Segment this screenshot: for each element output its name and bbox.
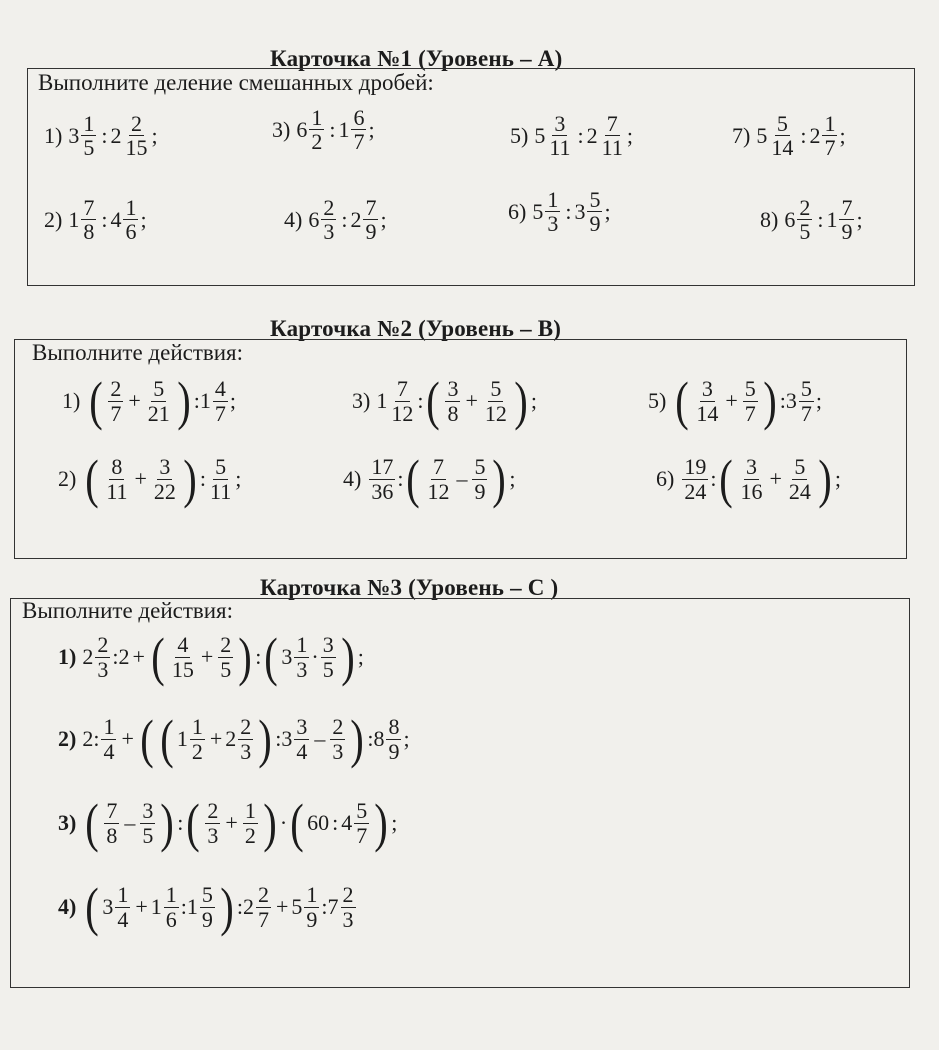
denominator: 9	[388, 738, 400, 764]
semicolon: ;	[140, 206, 147, 232]
whole-part: 6	[308, 206, 320, 232]
denominator: 6	[165, 906, 177, 932]
open-paren: (	[290, 793, 304, 853]
whole-part: 3	[281, 644, 293, 669]
whole-part: 2	[586, 122, 598, 148]
open-paren: (	[675, 371, 690, 431]
denominator: 3	[97, 656, 109, 682]
close-paren: )	[350, 709, 365, 769]
task-number: 5)	[648, 388, 667, 413]
close-paren: )	[220, 877, 234, 937]
semicolon: ;	[357, 644, 364, 669]
numerator: 2	[342, 882, 354, 908]
whole-part: 2	[82, 644, 94, 669]
denominator: 6	[125, 219, 137, 245]
whole-part: 1	[826, 206, 838, 232]
whole-part: 1	[176, 726, 188, 751]
numerator: 6	[353, 105, 365, 130]
denominator: 15	[125, 135, 148, 161]
operator: +	[121, 726, 134, 751]
numerator: 7	[841, 195, 853, 220]
semicolon: ;	[839, 122, 846, 148]
numerator: 2	[220, 632, 232, 658]
denominator: 8	[447, 400, 459, 426]
denominator: 3	[323, 219, 335, 245]
numerator: 3	[296, 714, 308, 740]
card2-task-2	[58, 449, 242, 509]
numerator: 1	[103, 714, 115, 740]
numerator: 19	[684, 454, 707, 480]
denominator: 11	[210, 478, 232, 504]
denominator: 3	[332, 738, 344, 764]
numerator: 1	[83, 111, 95, 136]
numerator: 3	[447, 376, 459, 402]
whole-part: 3	[68, 122, 80, 148]
operator: +	[209, 726, 223, 751]
semicolon: ;	[834, 466, 841, 491]
card2-task-4	[343, 449, 516, 509]
open-paren: (	[151, 627, 165, 687]
operator: ·	[279, 810, 288, 835]
semicolon: ;	[604, 198, 611, 224]
open-paren: (	[89, 371, 104, 431]
denominator: 7	[110, 400, 122, 426]
numerator: 2	[97, 632, 109, 658]
operator: :	[321, 894, 328, 919]
whole-part: 5	[291, 894, 303, 919]
operator: +	[465, 388, 478, 413]
integer: 60	[307, 810, 330, 835]
open-paren: (	[85, 793, 100, 853]
task-number: 3)	[58, 810, 77, 835]
card2-title: Карточка №2 (Уровень – В)	[270, 316, 562, 341]
whole-part: 3	[785, 388, 797, 413]
close-paren: )	[340, 627, 355, 687]
denominator: 9	[306, 906, 318, 932]
numerator: 3	[159, 454, 171, 480]
card1-task-2	[44, 196, 147, 243]
card2-task-5	[648, 371, 822, 431]
denominator: 3	[342, 906, 354, 932]
card3-task-4	[58, 877, 358, 937]
numerator: 7	[396, 376, 408, 402]
task-number: 8)	[760, 206, 779, 232]
operator: ·	[311, 644, 319, 669]
task-number: 4)	[343, 466, 362, 491]
numerator: 5	[794, 454, 806, 480]
whole-part: 1	[150, 894, 162, 919]
whole-part: 5	[756, 122, 768, 148]
denominator: 3	[207, 822, 219, 848]
numerator: 1	[824, 111, 836, 136]
denominator: 2	[311, 129, 323, 155]
numerator: 4	[177, 632, 189, 658]
denominator: 24	[684, 478, 707, 504]
card2-task-3	[352, 371, 537, 431]
numerator: 5	[744, 376, 756, 402]
close-paren: )	[258, 709, 273, 769]
denominator: 5	[322, 656, 334, 682]
card3-instruction: Выполните действия:	[22, 598, 234, 623]
operator: :	[800, 122, 807, 148]
card1-task-3	[272, 106, 375, 153]
numerator: 7	[606, 111, 618, 136]
whole-part: 6	[784, 206, 796, 232]
operator: :	[255, 644, 262, 669]
denominator: 16	[740, 478, 763, 504]
whole-part: 1	[186, 894, 198, 919]
semicolon: ;	[530, 388, 537, 413]
operator: :	[180, 894, 187, 919]
task-number: 4)	[284, 206, 303, 232]
numerator: 3	[554, 111, 566, 136]
operator: –	[314, 726, 326, 751]
task-number: 2)	[58, 466, 77, 491]
operator: :	[397, 466, 404, 491]
task-number: 1)	[58, 644, 77, 669]
open-paren: (	[85, 877, 100, 937]
operator: +	[135, 894, 148, 919]
card1-task-7	[732, 112, 846, 159]
numerator: 1	[117, 882, 129, 908]
numerator: 5	[490, 376, 502, 402]
numerator: 5	[474, 454, 486, 480]
denominator: 4	[117, 906, 129, 932]
denominator: 5	[142, 822, 154, 848]
numerator: 3	[322, 632, 334, 658]
denominator: 7	[356, 822, 368, 848]
operator: :	[101, 206, 108, 232]
open-paren: (	[406, 449, 421, 509]
whole-part: 4	[110, 206, 122, 232]
whole-part: 1	[376, 388, 388, 413]
whole-part: 3	[574, 198, 586, 224]
whole-part: 6	[296, 116, 308, 142]
operator: +	[132, 644, 145, 669]
close-paren: )	[514, 371, 528, 431]
operator: :	[341, 206, 348, 232]
numerator: 2	[110, 376, 122, 402]
operator: –	[456, 466, 468, 491]
numerator: 5	[776, 111, 788, 136]
numerator: 1	[244, 798, 256, 824]
numerator: 3	[701, 376, 713, 402]
numerator: 7	[106, 798, 118, 824]
open-paren: (	[186, 793, 201, 853]
denominator: 7	[824, 135, 836, 161]
denominator: 9	[589, 211, 601, 237]
denominator: 3	[296, 656, 308, 682]
card2-task-6	[656, 449, 841, 509]
operator: +	[225, 810, 238, 835]
semicolon: ;	[151, 122, 158, 148]
task-number: 6)	[508, 198, 527, 224]
numerator: 5	[201, 882, 213, 908]
whole-part: 1	[68, 206, 80, 232]
whole-part: 7	[327, 894, 339, 919]
close-paren: )	[818, 449, 832, 509]
denominator: 5	[83, 135, 95, 161]
card3-task-3	[58, 793, 398, 853]
operator: :	[236, 894, 243, 919]
numerator: 1	[191, 714, 203, 740]
task-number: 1)	[44, 122, 63, 148]
operator: –	[124, 810, 136, 835]
denominator: 8	[106, 822, 118, 848]
operator: +	[725, 388, 738, 413]
denominator: 15	[171, 656, 194, 682]
semicolon: ;	[391, 810, 398, 835]
numerator: 3	[142, 798, 154, 824]
denominator: 12	[427, 478, 450, 504]
denominator: 14	[771, 135, 794, 161]
numerator: 17	[371, 454, 394, 480]
numerator: 2	[240, 714, 252, 740]
whole-part: 2	[809, 122, 821, 148]
semicolon: ;	[856, 206, 863, 232]
card2-instruction: Выполните действия:	[32, 340, 244, 365]
semicolon: ;	[235, 466, 242, 491]
operator: :	[577, 122, 584, 148]
operator: +	[769, 466, 782, 491]
numerator: 5	[153, 376, 165, 402]
denominator: 7	[214, 400, 226, 426]
semicolon: ;	[626, 122, 633, 148]
operator: :	[199, 466, 207, 491]
numerator: 4	[214, 376, 226, 402]
whole-part: 2	[110, 122, 122, 148]
semicolon: ;	[509, 466, 516, 491]
card1-box	[27, 68, 915, 286]
close-paren: )	[374, 793, 388, 853]
close-paren: )	[160, 793, 175, 853]
operator: :	[329, 116, 336, 142]
denominator: 4	[296, 738, 308, 764]
task-number: 3)	[272, 116, 291, 142]
denominator: 4	[103, 738, 115, 764]
denominator: 12	[484, 400, 507, 426]
whole-part: 5	[532, 198, 544, 224]
open-paren: (	[85, 449, 100, 509]
denominator: 11	[601, 135, 623, 161]
close-paren: )	[263, 793, 277, 853]
whole-part: 4	[341, 810, 353, 835]
close-paren: )	[238, 627, 253, 687]
close-paren: )	[176, 371, 191, 431]
numerator: 8	[111, 454, 123, 480]
numerator: 2	[332, 714, 344, 740]
card1-task-5	[510, 112, 633, 159]
operator: :	[275, 726, 282, 751]
denominator: 22	[153, 478, 176, 504]
denominator: 7	[800, 400, 812, 426]
numerator: 5	[356, 798, 368, 824]
denominator: 7	[353, 129, 365, 155]
operator: :	[367, 726, 374, 751]
card3-title: Карточка №3 (Уровень – С )	[260, 575, 559, 600]
task-number: 5)	[510, 122, 529, 148]
denominator: 2	[244, 822, 256, 848]
close-paren: )	[492, 449, 507, 509]
denominator: 9	[841, 219, 853, 245]
numerator: 1	[306, 882, 318, 908]
numerator: 5	[589, 187, 601, 212]
denominator: 36	[371, 478, 394, 504]
numerator: 1	[165, 882, 177, 908]
denominator: 14	[696, 400, 719, 426]
numerator: 1	[311, 105, 323, 130]
operator: :	[193, 388, 200, 413]
card1-title: Карточка №1 (Уровень – А)	[270, 46, 563, 71]
numerator: 2	[207, 798, 219, 824]
operator: :	[817, 206, 824, 232]
numerator: 2	[257, 882, 269, 908]
numerator: 2	[799, 195, 811, 220]
denominator: 5	[220, 656, 232, 682]
denominator: 9	[365, 219, 377, 245]
open-paren: (	[426, 371, 441, 431]
card1-task-8	[760, 196, 863, 243]
operator: +	[134, 466, 147, 491]
numerator: 7	[365, 195, 377, 220]
numerator: 1	[296, 632, 308, 658]
operator: :	[332, 810, 339, 835]
operator: +	[200, 644, 214, 669]
open-paren: (	[264, 627, 279, 687]
whole-part: 3	[102, 894, 114, 919]
whole-part: 3	[281, 726, 293, 751]
numerator: 1	[547, 187, 559, 212]
task-number: 2)	[44, 206, 63, 232]
whole-part: 1	[199, 388, 211, 413]
denominator: 11	[549, 135, 571, 161]
task-number: 1)	[62, 388, 81, 413]
card1-task-1	[44, 112, 158, 159]
close-paren: )	[762, 371, 777, 431]
card1-task-6	[508, 188, 611, 235]
denominator: 3	[547, 211, 559, 237]
whole-part: 2	[242, 894, 254, 919]
numerator: 1	[125, 195, 137, 220]
integer: 2	[118, 644, 130, 669]
denominator: 2	[191, 738, 203, 764]
numerator: 7	[432, 454, 444, 480]
numerator: 2	[323, 195, 335, 220]
card3-task-2	[58, 709, 410, 769]
denominator: 5	[799, 219, 811, 245]
denominator: 8	[83, 219, 95, 245]
semicolon: ;	[403, 726, 410, 751]
task-number: 2)	[58, 726, 77, 751]
whole-part: 2	[225, 726, 237, 751]
denominator: 7	[744, 400, 756, 426]
integer: 2	[82, 726, 94, 751]
operator: +	[128, 388, 141, 413]
card1-task-4	[284, 196, 387, 243]
semicolon: ;	[380, 206, 387, 232]
operator: :	[177, 810, 184, 835]
whole-part: 5	[534, 122, 546, 148]
whole-part: 2	[350, 206, 362, 232]
semicolon: ;	[229, 388, 236, 413]
operator: :	[93, 726, 100, 751]
operator: :	[101, 122, 108, 148]
semicolon: ;	[368, 116, 375, 142]
denominator: 21	[147, 400, 170, 426]
task-number: 3)	[352, 388, 371, 413]
open-paren: (	[719, 449, 734, 509]
card1-instruction: Выполните деление смешанных дробей:	[38, 70, 434, 95]
task-number: 7)	[732, 122, 751, 148]
numerator: 5	[215, 454, 227, 480]
numerator: 3	[745, 454, 757, 480]
task-number: 4)	[58, 894, 77, 919]
numerator: 5	[800, 376, 812, 402]
operator: :	[710, 466, 717, 491]
operator: :	[417, 388, 424, 413]
whole-part: 1	[338, 116, 350, 142]
numerator: 2	[130, 111, 142, 136]
open-paren: (	[140, 709, 154, 769]
operator: +	[275, 894, 289, 919]
denominator: 11	[106, 478, 128, 504]
denominator: 24	[788, 478, 811, 504]
denominator: 7	[257, 906, 269, 932]
task-number: 6)	[656, 466, 675, 491]
denominator: 9	[201, 906, 213, 932]
open-paren: (	[160, 709, 174, 769]
numerator: 7	[83, 195, 95, 220]
denominator: 9	[474, 478, 486, 504]
operator: :	[779, 388, 786, 413]
close-paren: )	[183, 449, 197, 509]
operator: :	[565, 198, 572, 224]
semicolon: ;	[815, 388, 822, 413]
card3-task-1	[58, 627, 364, 687]
operator: :	[112, 644, 119, 669]
numerator: 8	[388, 714, 400, 740]
denominator: 3	[240, 738, 252, 764]
denominator: 12	[391, 400, 414, 426]
whole-part: 8	[373, 726, 385, 751]
card2-task-1	[62, 371, 236, 431]
